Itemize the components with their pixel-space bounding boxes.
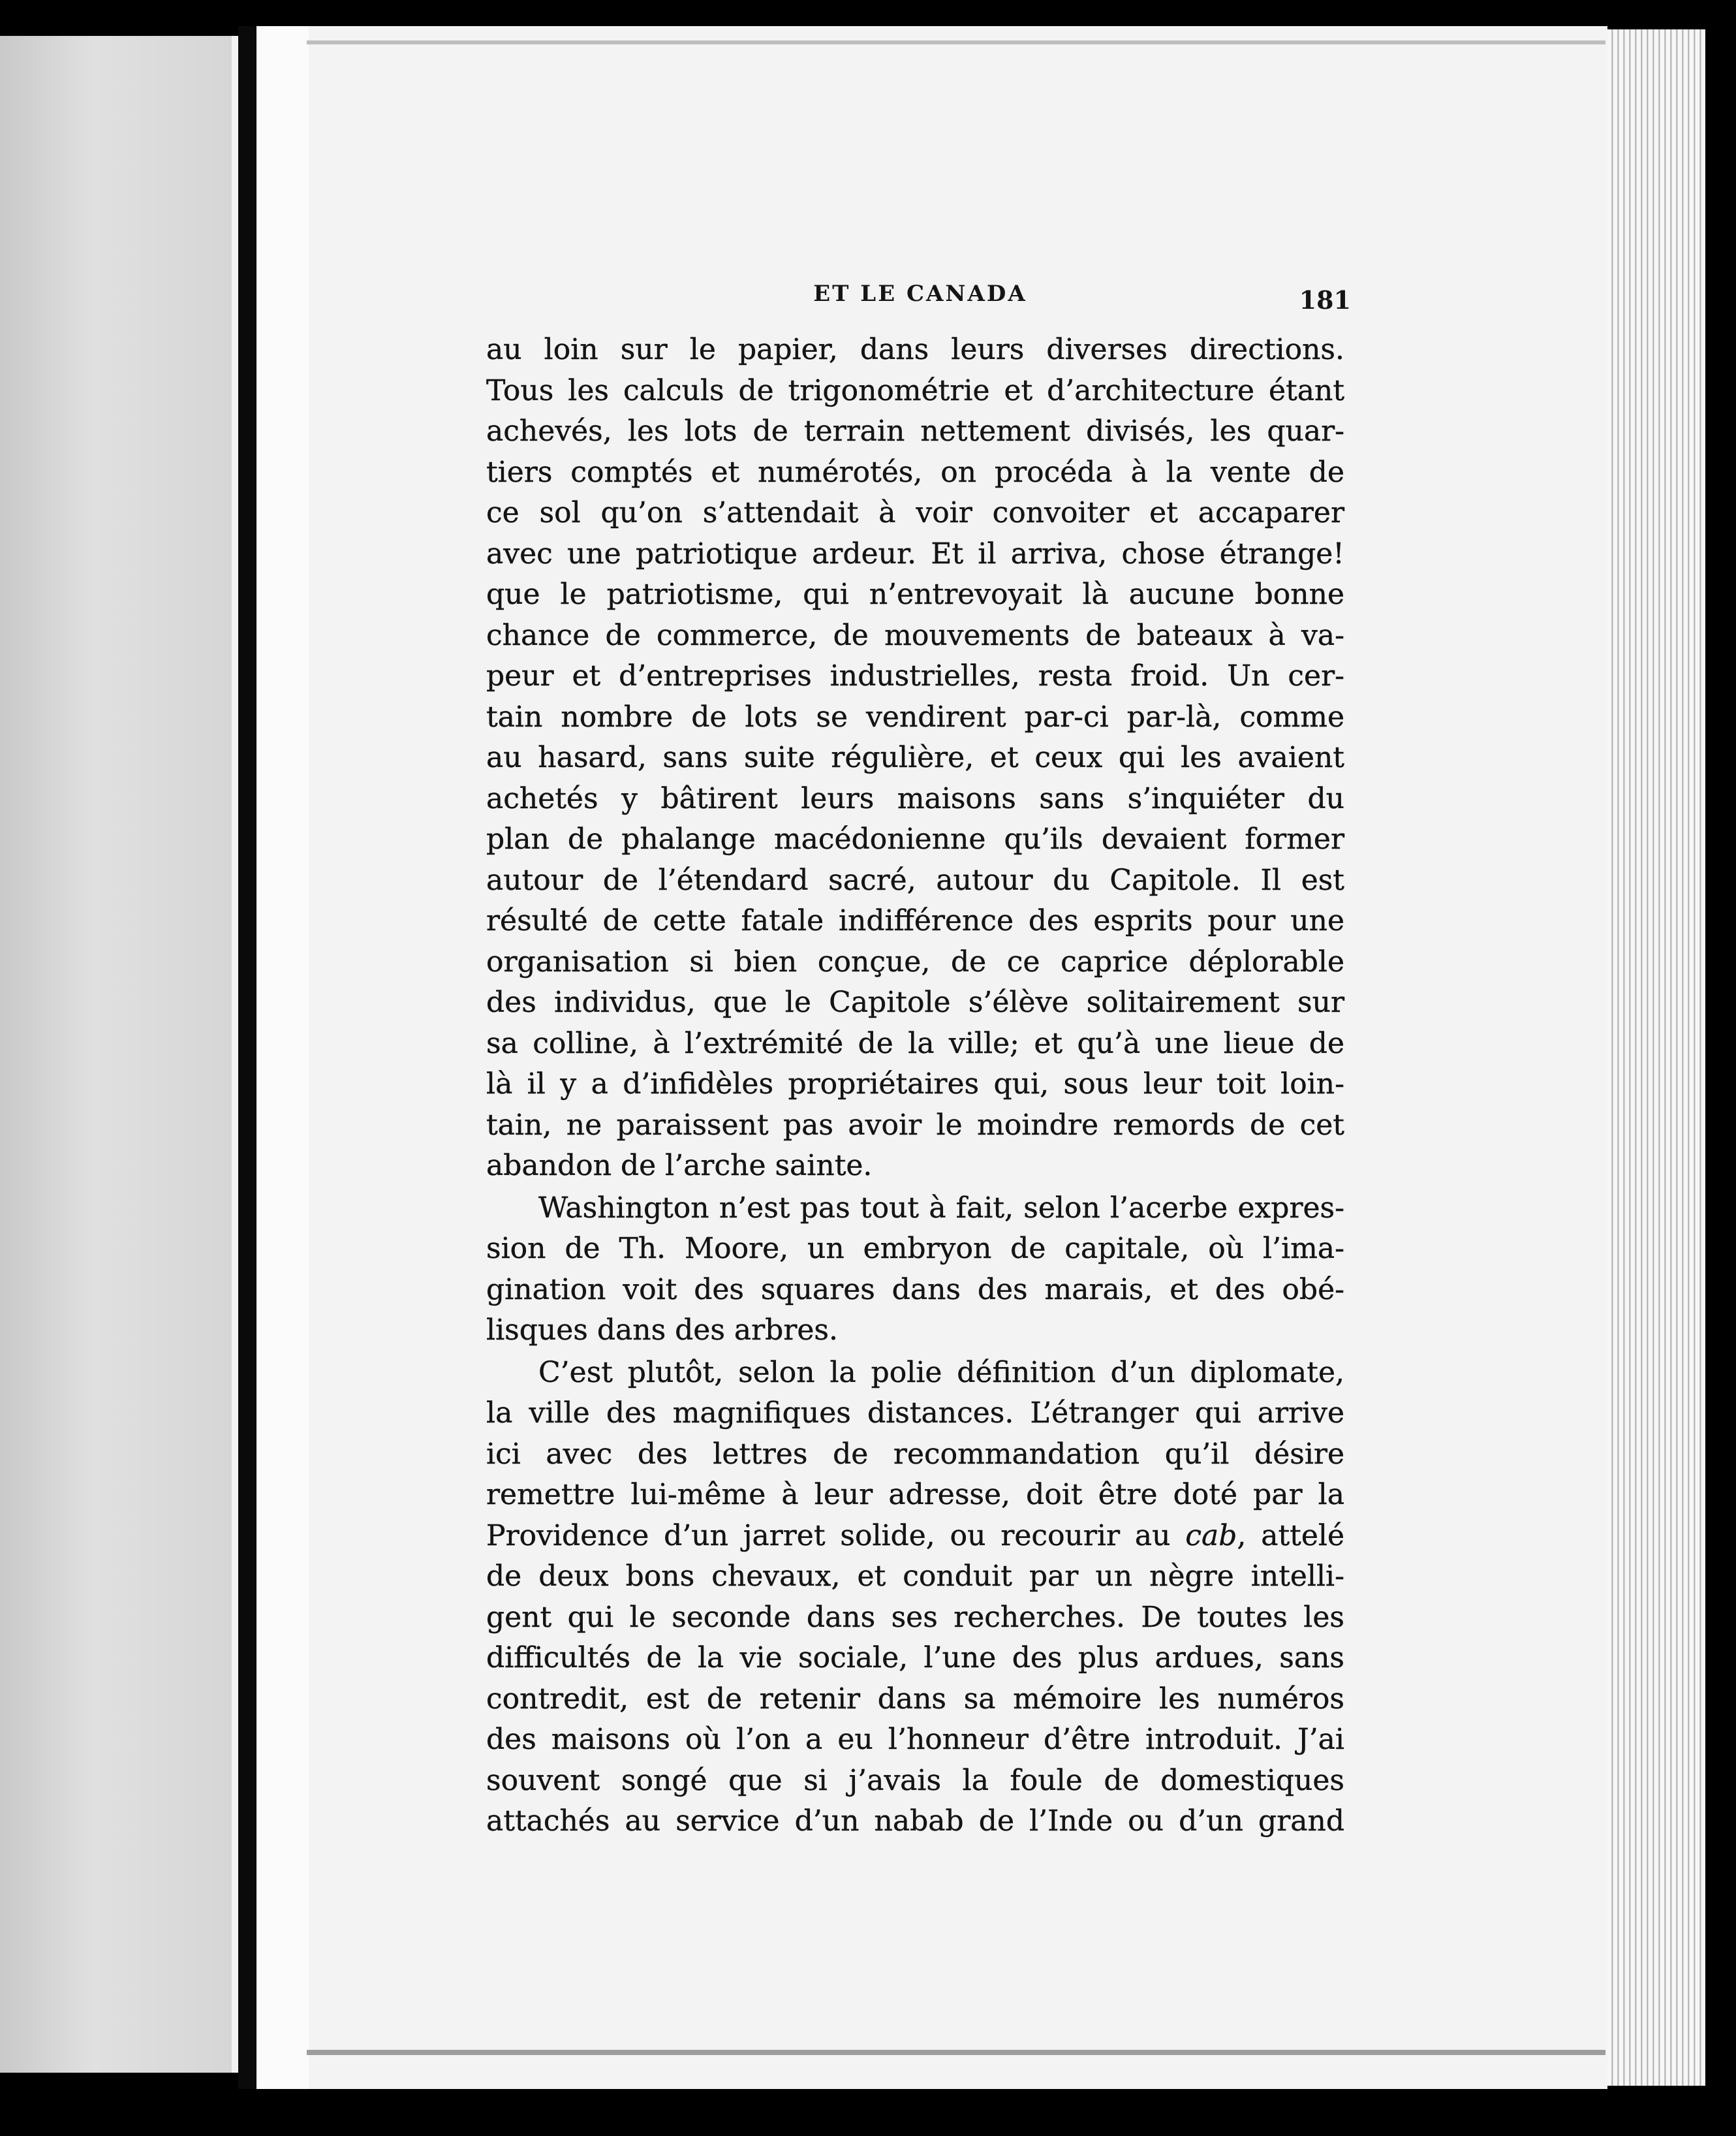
text-line: au hasard, sans suite régulière, et ceux qui les avaient [486,741,1344,774]
text-line: achetés y bâtirent leurs maisons sans s’inquiéter du [486,781,1344,815]
text-line: ici avec des lettres de recommandation qu’il désire [486,1437,1344,1471]
text-line: la ville des magnifiques distances. L’étranger qui arrive [486,1396,1344,1430]
text-line: des maisons où l’on a eu l’honneur d’être introduit. J’ai [486,1723,1344,1756]
running-head: ET LE CANADA [813,281,1027,307]
text-line: de deux bons chevaux, et conduit par un nègre intelli- [486,1560,1344,1593]
italic-word: cab [1185,1518,1237,1552]
text-line: attachés au service d’un nabab de l’Inde ou d’un grand [486,1804,1344,1838]
text-line: C’est plutôt, selon la polie définition d’un diplomate, [538,1355,1344,1389]
text-line: sa colline, à l’extrémité de la ville; et qu’à une lieue de [486,1026,1344,1060]
text-line: Providence d’un jarret solide, ou recourir au cab, attelé [486,1518,1344,1552]
text-line: gination voit des squares dans des marais, et des obé- [486,1272,1344,1306]
text-line: plan de phalange macédonienne qu’ils devaient former [486,823,1344,856]
text-line: que le patriotisme, qui n’entrevoyait là aucune bonne [486,578,1344,611]
text-line: là il y a d’infidèles propriétaires qui, sous leur toit loin- [486,1067,1344,1101]
text-line: résulté de cette fatale indifférence des esprits pour une [486,904,1344,937]
text-line: gent qui le seconde dans ses recherches. De toutes les [486,1600,1344,1634]
text-line: Tous les calculs de trigonométrie et d’architecture étant [486,373,1344,407]
text-line: difficultés de la vie sociale, l’une des plus ardues, sans [486,1641,1344,1674]
text-line: tiers comptés et numérotés, on procéda à la vente de [486,455,1344,489]
text-line: remettre lui-même à leur adresse, doit être doté par la [486,1478,1344,1511]
book-gutter [238,26,256,2089]
page-inner-margin [256,26,309,2089]
text-line: chance de commerce, de mouvements de bateaux à va- [486,618,1344,652]
text-line: sion de Th. Moore, un embryon de capitale, où l’ima- [486,1232,1344,1265]
text-line: contredit, est de retenir dans sa mémoire les numéros [486,1682,1344,1716]
text-line: souvent songé que si j’avais la foule de domestiques [486,1763,1344,1797]
page-top-edge [307,40,1605,44]
text-line: Washington n’est pas tout à fait, selon l’acerbe expres- [538,1191,1344,1225]
body-text [486,330,1344,1842]
text-line: peur et d’entreprises industrielles, resta froid. Un cer- [486,659,1344,693]
text-line: achevés, les lots de terrain nettement divisés, les quar- [486,415,1344,448]
text-line: autour de l’étendard sacré, autour du Capitole. Il est [486,863,1344,897]
text-line: organisation si bien conçue, de ce caprice déplorable [486,945,1344,979]
text-line: au loin sur le papier, dans leurs diverses directions. [486,333,1344,366]
text-line: lisques dans des arbres. [486,1313,838,1347]
text-line: tain nombre de lots se vendirent par-ci par-là, comme [486,700,1344,734]
text-line: avec une patriotique ardeur. Et il arriva, chose étrange! [486,537,1344,571]
text-line: des individus, que le Capitole s’élève solitairement sur [486,986,1344,1019]
text-line: abandon de l’arche sainte. [486,1149,873,1182]
text-line: ce sol qu’on s’attendait à voir convoiter et accaparer [486,496,1344,529]
text-line: tain, ne paraissent pas avoir le moindre remords de cet [486,1108,1344,1142]
page-stack-edges [1607,29,1705,2086]
page-bottom-edge [307,2050,1605,2055]
page-number: 181 [1299,285,1351,315]
facing-page-left [0,36,238,2073]
